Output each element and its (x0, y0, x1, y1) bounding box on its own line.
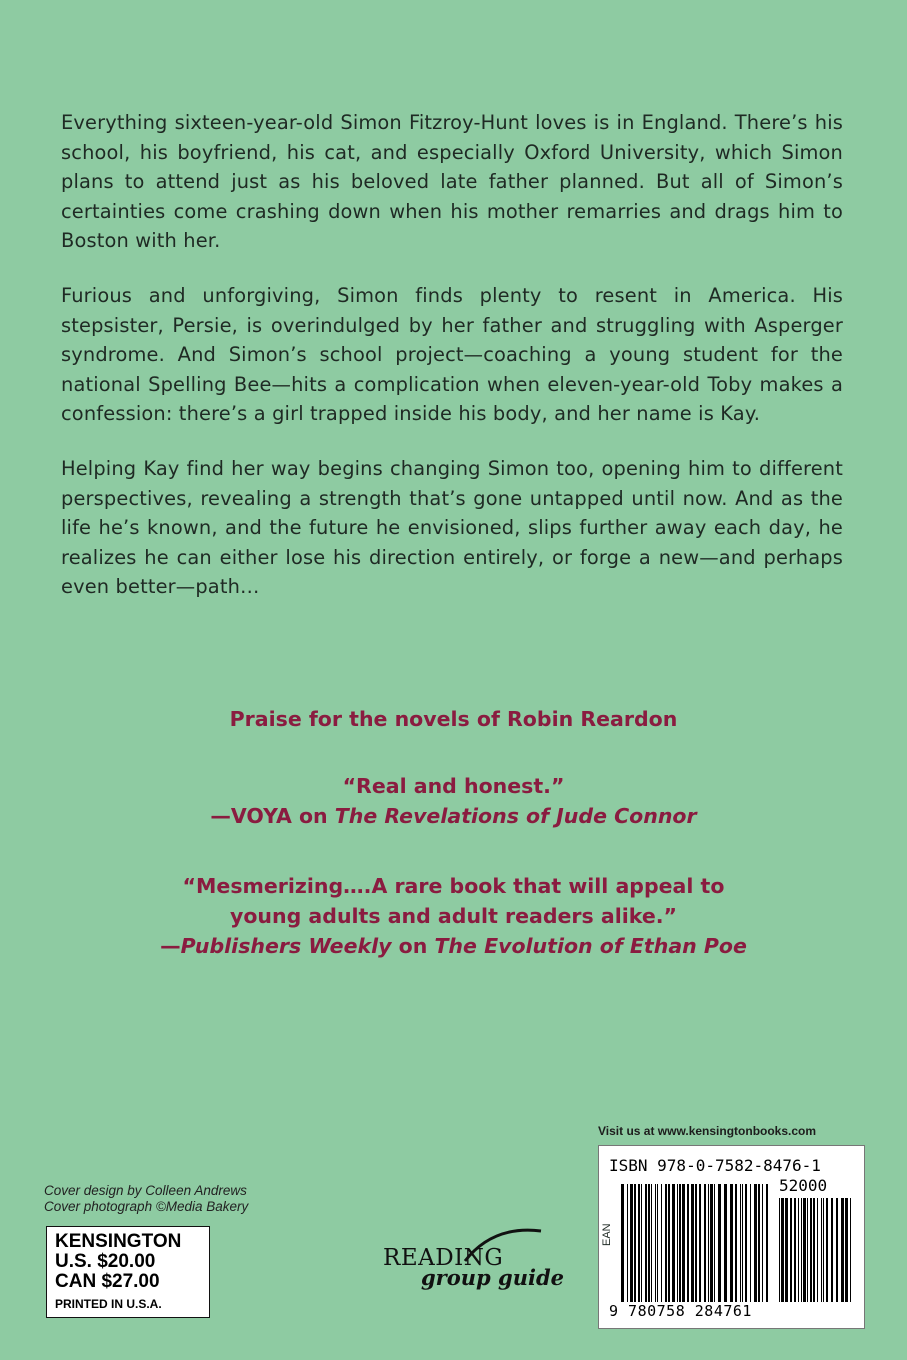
blurb-paragraph-1: Everything sixteen-year-old Simon Fitzroy-Hunt loves is in England. There’s his school, his boyfriend, his cat, and especially Oxford University, which Simon plans to attend just as his beloved late father planned. But all of Simon’s certainties come crashing down when his mother remarries and drags him to Boston with her. (61, 111, 843, 253)
praise-heading: Praise for the novels of Robin Reardon (229, 707, 678, 731)
quote-1-attribution (0, 801, 907, 831)
printed-in: PRINTED IN U.S.A. (55, 1297, 162, 1311)
quote-2 (0, 871, 907, 961)
reading-group-guide-logo (383, 1245, 564, 1290)
price-can: CAN $27.00 (55, 1271, 160, 1292)
isbn-text: ISBN 978-0-7582-8476-1 (609, 1156, 821, 1175)
cover-design-credit: Cover design by Colleen Andrews (44, 1183, 247, 1198)
blurb-paragraph-2: Furious and unforgiving, Simon finds plenty to resent in America. His stepsister, Persie, is overindulged by her father and struggling with Asperger syndrome. And Simon’s school project—coaching a young student for the national Spelling Bee—hits a complication when eleven-year-old Toby makes a confession: there’s a girl trapped inside his body, and her name is Kay. (61, 283, 843, 426)
cover-credits (44, 1183, 248, 1215)
publisher-name: KENSINGTON (55, 1231, 182, 1252)
quote-2-line-2: young adults and adult readers alike.” (229, 904, 678, 928)
quote-2-book-title: The Evolution of Ethan Poe (434, 934, 747, 958)
blurb-paragraph-3: Helping Kay find her way begins changing Simon too, opening him to different perspectives, revealing a strength that’s gone untapped until now. And as the life he’s known, and the future he envisioned, slips further away each day, he realizes he can either lose his direction entirely, or forge a new—and perhaps even better—path… (61, 456, 843, 599)
ean-label: EAN (601, 1223, 613, 1246)
group-guide-word: group guide (421, 1265, 564, 1290)
barcode-digits: 9 780758 284761 (609, 1302, 752, 1320)
publisher-website: Visit us at www.kensingtonbooks.com (598, 1124, 817, 1138)
quote-2-line-1: “Mesmerizing….A rare book that will appeal to (182, 874, 725, 898)
quote-2-dash: — (160, 934, 181, 958)
barcode-addon-bars (779, 1198, 853, 1302)
isbn-barcode (598, 1145, 865, 1329)
quote-2-on: on (391, 934, 435, 958)
book-blurb (61, 108, 843, 627)
quote-1-source: —VOYA on (210, 804, 335, 828)
price-us: U.S. $20.00 (55, 1251, 156, 1272)
quote-1 (0, 771, 907, 831)
quote-2-attribution (0, 931, 907, 961)
cover-photo-credit: Cover photograph ©Media Bakery (44, 1199, 249, 1214)
quote-1-book-title: The Revelations of Jude Connor (334, 804, 697, 828)
quote-1-text: “Real and honest.” (342, 774, 565, 798)
price-box (46, 1226, 210, 1318)
price-code: 52000 (779, 1176, 828, 1195)
swoosh-icon (463, 1223, 543, 1263)
reading-word: READING (383, 1245, 504, 1271)
barcode-bars (621, 1184, 771, 1302)
quote-2-publication: Publishers Weekly (180, 934, 392, 958)
